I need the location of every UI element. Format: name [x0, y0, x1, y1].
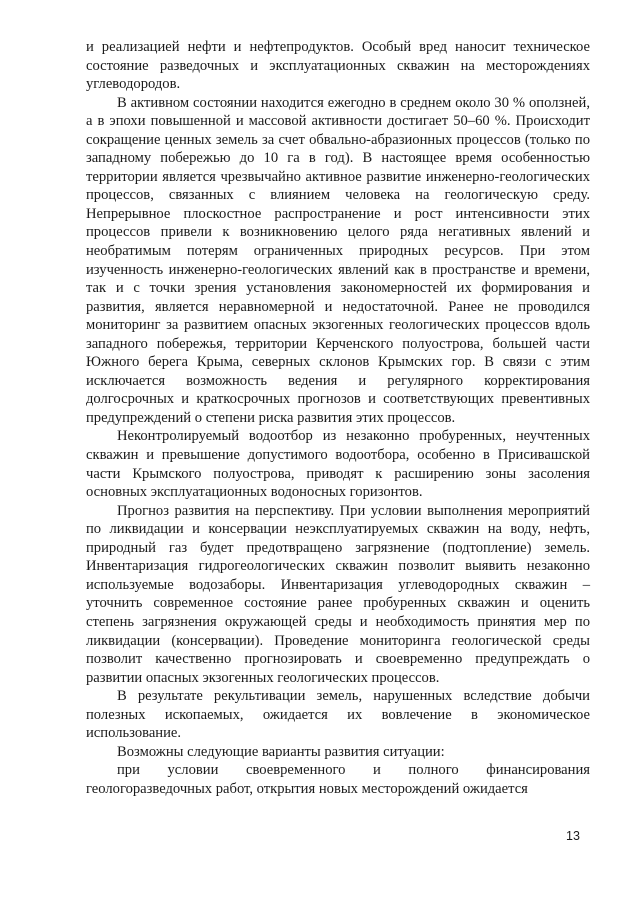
paragraph-scenarios-intro: Возможны следующие варианты развития ситуации: [117, 743, 445, 760]
body-text [86, 38, 590, 798]
paragraph-forecast: Прогноз развития на перспективу. При условии выполнения мероприятий по ликвидации и консервации неэксплуатируемых скважин на воду, нефть, природный газ будет предотвращено загрязнение (подтопление) земель. Инвентаризация гидрогеологических скважин позволит выявить незаконно используемые водозаборы. Инвентаризация углеводородных скважин – уточнить современное состояние ранее пробуренных скважин и оценить степень загрязнения окружающей среды и необходимость принятия мер по ликвидации (консервации). Проведение мониторинга геологической среды позволит качественно прогнозировать и своевременно предупреждать о развитии опасных экзогенных геологических процессов. [86, 502, 590, 686]
paragraph-water-withdrawal: Неконтролируемый водоотбор из незаконно пробуренных, неучтенных скважин и превышение допустимого водоотбора, особенно в Присивашской части Крымского полуострова, приводят к расширению зоны засоления основных эксплуатационных водоносных горизонтов. [86, 428, 590, 501]
paragraph-scenario-one: при условии своевременного и полного финансирования геологоразведочных работ, открытия новых месторождений ожидается [86, 762, 590, 797]
page-number: 13 [566, 829, 580, 843]
paragraph-continuation: и реализацией нефти и нефтепродуктов. Особый вред наносит техническое состояние разведочных и эксплуатационных скважин на месторождениях углеводородов. [86, 39, 590, 93]
paragraph-reclamation: В результате рекультивации земель, нарушенных вследствие добычи полезных ископаемых, ожидается их вовлечение в экономическое использование. [86, 688, 590, 742]
paragraph-landslides: В активном состоянии находится ежегодно в среднем около 30 % оползней, а в эпохи повышенной и массовой активности достигает 50–60 %. Происходит сокращение ценных земель за счет обвально-абразионных процессов (только по западному побережью до 10 га в год). В настоящее время особенностью территории является чрезвычайно активное развитие инженерно-геологических процессов, связанных с влиянием человека на геологическую среду. Непрерывное плоскостное распространение и рост интенсивности этих процессов привели к возникновению целого ряда негативных явлений и необратимым потерям ограниченных природных ресурсов. При этом изученность инженерно-геологических явлений как в пространстве и времени, так и с точки зрения установления закономерностей их формирования и развития, является неравномерной и недостаточной. Ранее не проводился мониторинг за развитием опасных экзогенных геологических процессов вдоль западного побережья, территории Керченского полуострова, большей части Южного берега Крыма, северных склонов Крымских гор. В связи с этим исключается возможность ведения и регулярного корректирования долгосрочных и краткосрочных прогнозов и соответствующих превентивных предупреждений о степени риска развития этих процессов. [86, 94, 590, 426]
